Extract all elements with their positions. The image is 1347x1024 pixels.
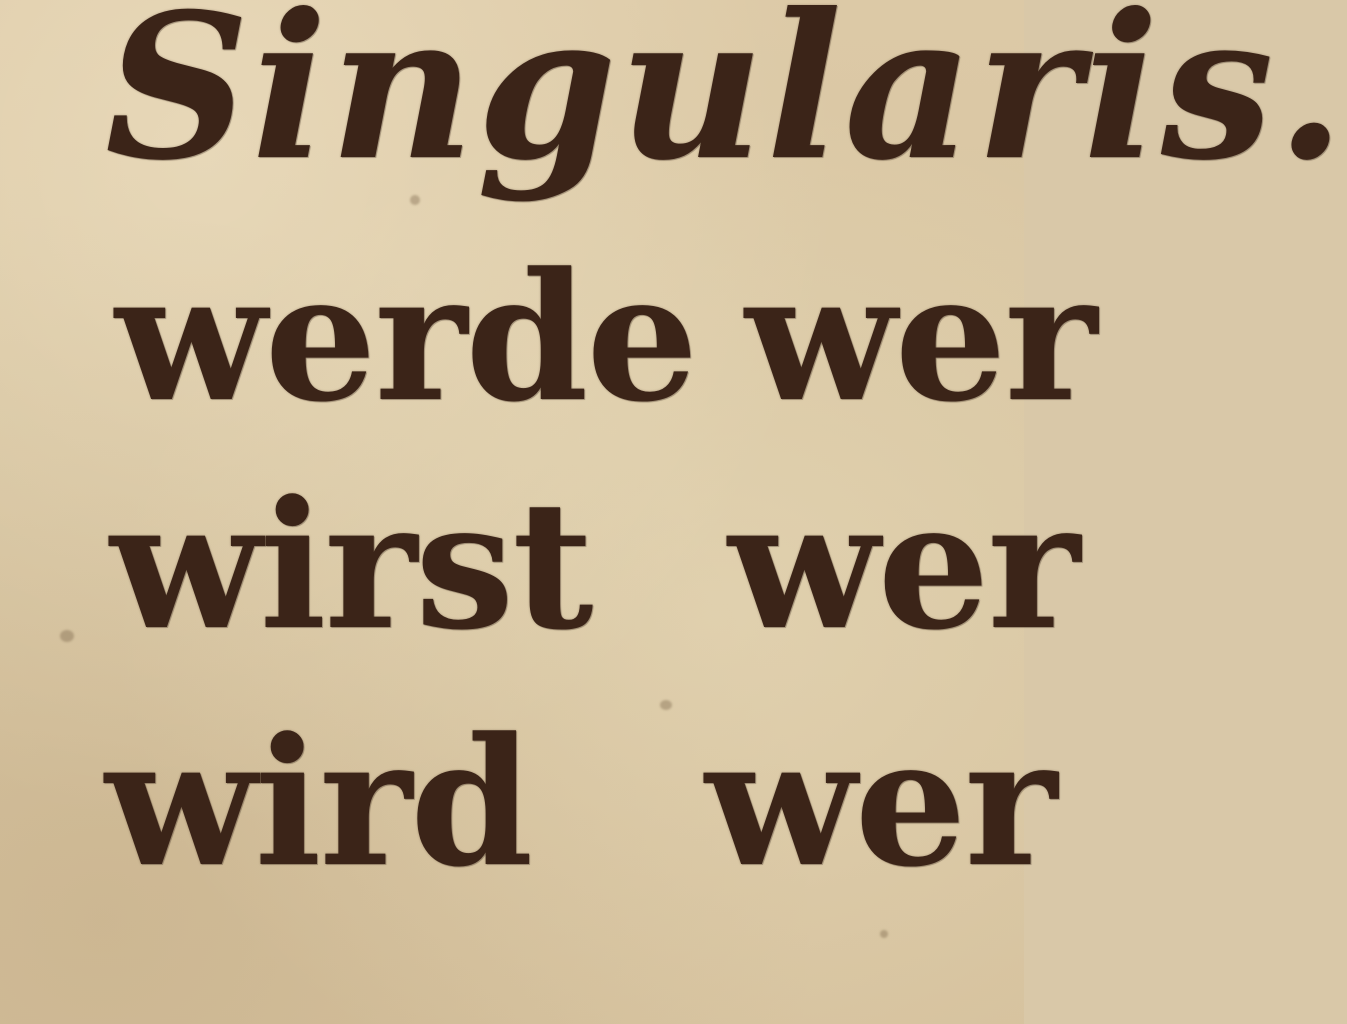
paper-speck [880,930,888,938]
right-word: wer [728,462,1079,669]
right-word: wer [745,234,1096,441]
left-word: werde [115,234,697,441]
left-word: wirst [110,462,592,669]
right-word: wer [705,699,1056,906]
paper-speck [660,700,672,710]
left-word: wird [105,699,532,906]
paper-speck [60,630,74,642]
page-heading: Singularis. [105,0,1347,205]
